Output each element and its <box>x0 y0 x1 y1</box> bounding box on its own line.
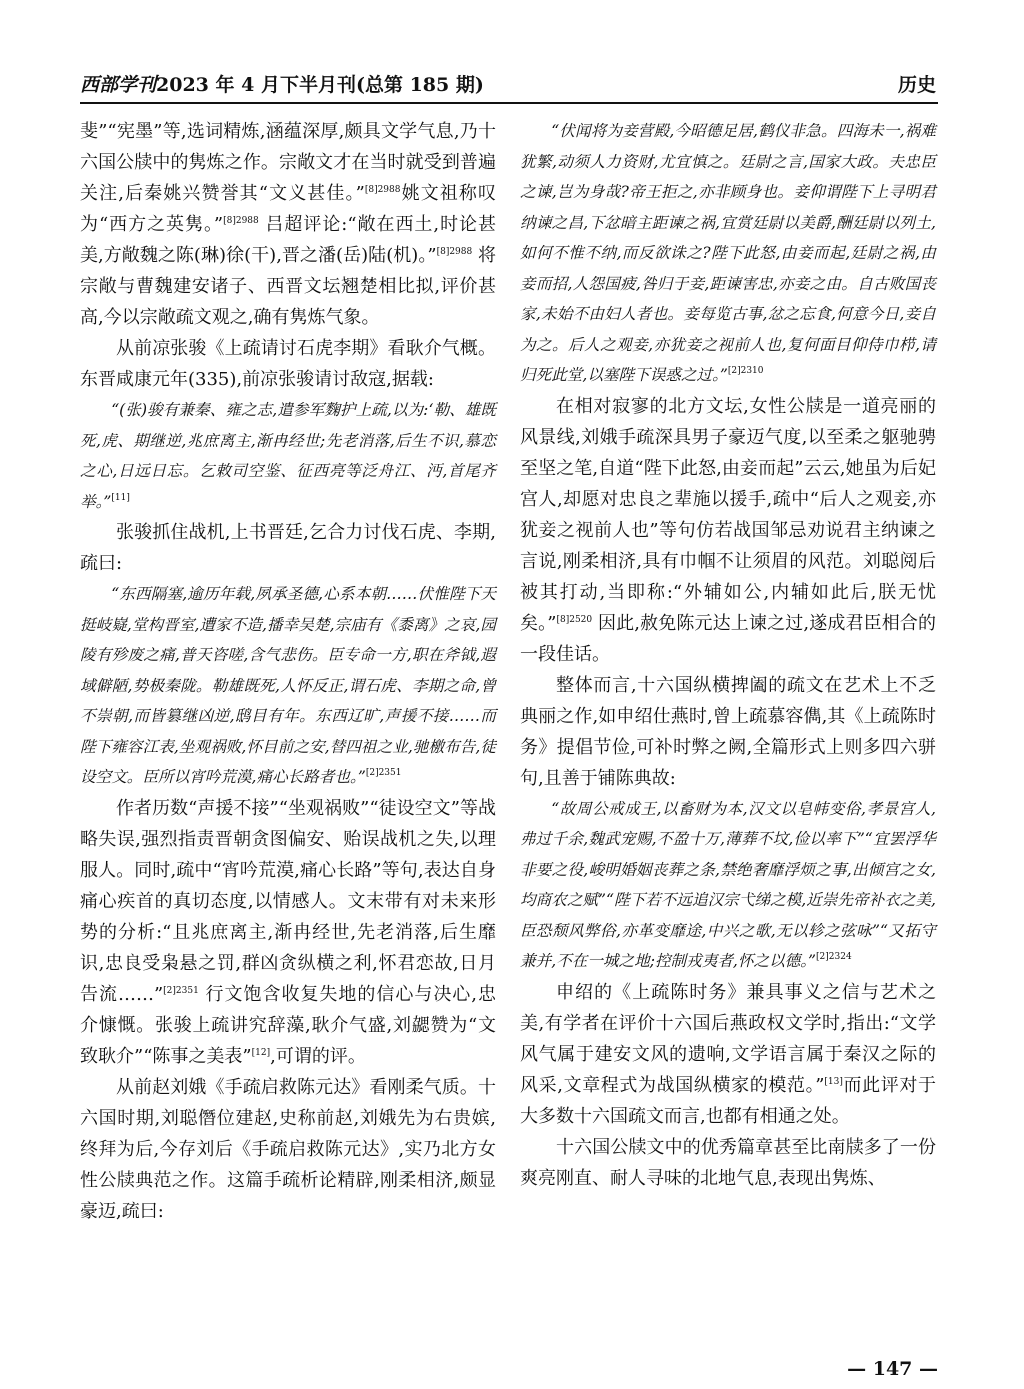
body-paragraph <box>80 793 496 1072</box>
body-paragraph <box>520 977 936 1132</box>
text-run: 在相对寂寥的北方文坛,女性公牍是一道亮丽的风景线,刘娥手疏深具男子豪迈气度,以至柔之躯驰骋至坚之笔,自道“陛下此怒,由妾而起”云云,她虽为后妃宫人,却愿对忠良之辈施以援手,疏中“后人之观妾,亦犹妾之视前人也”等句仿若战国邹忌劝说君主纳谏之言说,刚柔相济,具有巾帼不让须眉的风范。刘聪阅后被其打动,当即称:“外辅如公,内辅如此后,朕无忧矣。” <box>520 395 936 634</box>
text-run: “故周公戒成王,以畜财为本,汉文以皂帏变俗,孝景宫人,弗过千余,魏武宠赐,不盈十万,薄葬不坟,俭以率下”“宜罢浮华非要之役,峻明婚姻丧葬之条,禁绝奢靡浮烦之事,出倾宫之女,均商农之赋”“陛下若不远追汉宗弋绨之模,近崇先帝补衣之美,臣恐颓风弊俗,亦革变靡途,中兴之歌,无以轸之弦咏”“又拓守兼并,不在一城之地;控制戎夷者,怀之以德。” <box>520 799 936 970</box>
text-run: “(张)骏有兼秦、雍之志,遣参军麴护上疏,以为:‘勒、雄既死,虎、期继逆,兆庶离主,渐冉经世;先老消落,后生不识,慕恋之心,日远日忘。乞敕司空鉴、征西亮等泛舟江、沔,首尾齐举。” <box>80 401 496 511</box>
issue-info: 2023 年 4 月下半月刊(总第 185 期) <box>156 74 484 96</box>
body-paragraph <box>80 333 496 395</box>
journal-name: 西部学刊 <box>80 74 157 96</box>
citation-ref: [11] <box>111 492 130 503</box>
page-number: — 147 — <box>847 1358 938 1380</box>
body-paragraph <box>520 391 936 670</box>
text-run: 申绍的《上疏陈时务》兼具事义之信与艺术之美,有学者在评价十六国后燕政权文学时,指出:“文学风气属于建安文风的遗响,文学语言属于秦汉之际的风采,文章程式为战国纵横家的模范。” <box>520 981 936 1096</box>
citation-ref: [8]2520 <box>556 614 593 625</box>
text-run: 从前凉张骏《上疏请讨石虎李期》看耿介气概。东晋咸康元年(335),前凉张骏请讨敌寇,据载: <box>80 338 496 390</box>
text-run: 姚文祖称叹为“西方之英隽。” <box>80 183 497 235</box>
text-run: “伏闻将为妾营殿,今昭德足居,鹤仪非急。四海未一,祸难犹繁,动须人力资财,尤宜慎之。廷尉之言,国家大政。夫忠臣之谏,岂为身哉?帝王拒之,亦非顾身也。妾仰谓陛下上寻明君纳谏之昌,下忿暗主距谏之祸,宜赏廷尉以美爵,酬廷尉以列土,如何不惟不纳,而反欲诛之?陛下此怒,由妾而起,廷尉之祸,由妾而招,人怨国疲,咎归于妾,距谏害忠,亦妾之由。自古败国丧家,未始不由妇人者也。妾每览古事,忿之忘食,何意今日,妾自为之。后人之观妾,亦犹妾之视前人也,复何面目仰侍巾栉,请归死此堂,以塞陛下误惑之过。” <box>520 122 936 384</box>
block-quote <box>80 395 496 517</box>
block-quote <box>80 579 496 793</box>
body-paragraph <box>80 1072 496 1227</box>
block-quote <box>520 794 936 977</box>
body-paragraph <box>520 670 936 794</box>
journal-masthead <box>80 70 484 97</box>
citation-ref: [2]2351 <box>365 768 402 778</box>
citation-ref: [8]2988 <box>364 185 401 195</box>
section-label: 历史 <box>897 74 936 96</box>
text-run: 从前赵刘娥《手疏启救陈元达》看刚柔气质。十六国时期,刘聪僭位建赵,史称前赵,刘娥先为右贵嫔,终拜为后,今存刘后《手疏启救陈元达》,实乃北方女性公牍典范之作。这篇手疏析论精辟,刚柔相济,颇显豪迈,疏曰: <box>80 1076 496 1222</box>
text-run: 因此,赦免陈元达上谏之过,遂成君臣相合的一段佳话。 <box>520 612 937 665</box>
citation-ref: [2]2324 <box>816 952 852 962</box>
citation-ref: [2]2351 <box>163 985 199 996</box>
text-run: “东西隔塞,逾历年载,夙承圣德,心系本朝……伏惟陛下天挺岐嶷,堂构晋室,遭家不造,播幸吴楚,宗庙有《黍离》之哀,园陵有殄废之痛,普天咨嗟,含气悲伤。臣专命一方,职在斧钺,遐域僻陋,势极秦陇。勒雄既死,人怀反正,谓石虎、李期之命,曾不崇朝,而皆篡继凶逆,鸱目有年。东西辽旷,声援不接……而陛下雍容江表,坐观祸败,怀目前之安,替四祖之业,驰檄布告,徒设空文。臣所以宵吟荒漠,痛心长路者也。” <box>80 585 496 786</box>
body-paragraph <box>80 517 496 579</box>
text-run: 整体而言,十六国纵横捭阖的疏文在艺术上不乏典丽之作,如申绍仕燕时,曾上疏慕容儁,其《上疏陈时务》提倡节俭,可补时弊之阙,全篇形式上则多四六骈句,且善于铺陈典故: <box>520 674 936 789</box>
body-paragraph <box>80 116 496 333</box>
text-run: 十六国公牍文中的优秀篇章甚至比南牍多了一份爽亮刚直、耐人寻味的北地气息,表现出隽炼、 <box>520 1136 936 1189</box>
text-run: 吕超评论:“敞在西土,时论甚美,方敞魏之陈(琳)徐(干),晋之潘(岳)陆(机)。” <box>80 214 496 266</box>
text-run: 而此评对于大多数十六国疏文而言,也都有相通之处。 <box>520 1074 936 1127</box>
text-run: 斐”“宪墨”等,选词精炼,涵蕴深厚,颇具文学气息,乃十六国公牍中的隽炼之作。宗敞文才在当时就受到普遍关注,后秦姚兴赞誉其“文义甚佳。” <box>80 121 496 204</box>
text-run: ,可谓的评。 <box>270 1045 366 1067</box>
running-header <box>80 68 938 104</box>
block-quote <box>520 116 936 391</box>
citation-ref: [8]2988 <box>223 216 259 226</box>
right-column <box>520 116 936 1194</box>
text-run: 行文饱含收复失地的信心与决心,忠介慷慨。张骏上疏讲究辞藻,耿介气盛,刘勰赞为“文致耿介”“陈事之美表” <box>80 983 496 1067</box>
citation-ref: [12] <box>251 1047 271 1058</box>
text-run: 张骏抓住战机,上书晋廷,乞合力讨伐石虎、李期,疏曰: <box>80 522 496 574</box>
text-run: 作者历数“声援不接”“坐观祸败”“徒设空文”等战略失误,强烈指责晋朝贪图偏安、贻误战机之失,以理服人。同时,疏中“宵吟荒漠,痛心长路”等句,表达自身痛心疾首的真切态度,以情感人。文末带有对未来形势的分析:“且兆庶离主,渐冉经世,先老消落,后生靡识,忠良受枭悬之罚,群凶贪纵横之利,怀君恋故,日月告流……” <box>80 797 496 1005</box>
citation-ref: [13] <box>824 1076 843 1087</box>
citation-ref: [2]2310 <box>727 366 764 376</box>
left-column <box>80 116 496 1227</box>
text-run: 将宗敞与曹魏建安诸子、西晋文坛翘楚相比拟,评价甚高,今以宗敞疏文观之,确有隽炼气象。 <box>80 245 496 328</box>
citation-ref: [8]2988 <box>436 247 473 257</box>
body-paragraph <box>520 1132 936 1194</box>
